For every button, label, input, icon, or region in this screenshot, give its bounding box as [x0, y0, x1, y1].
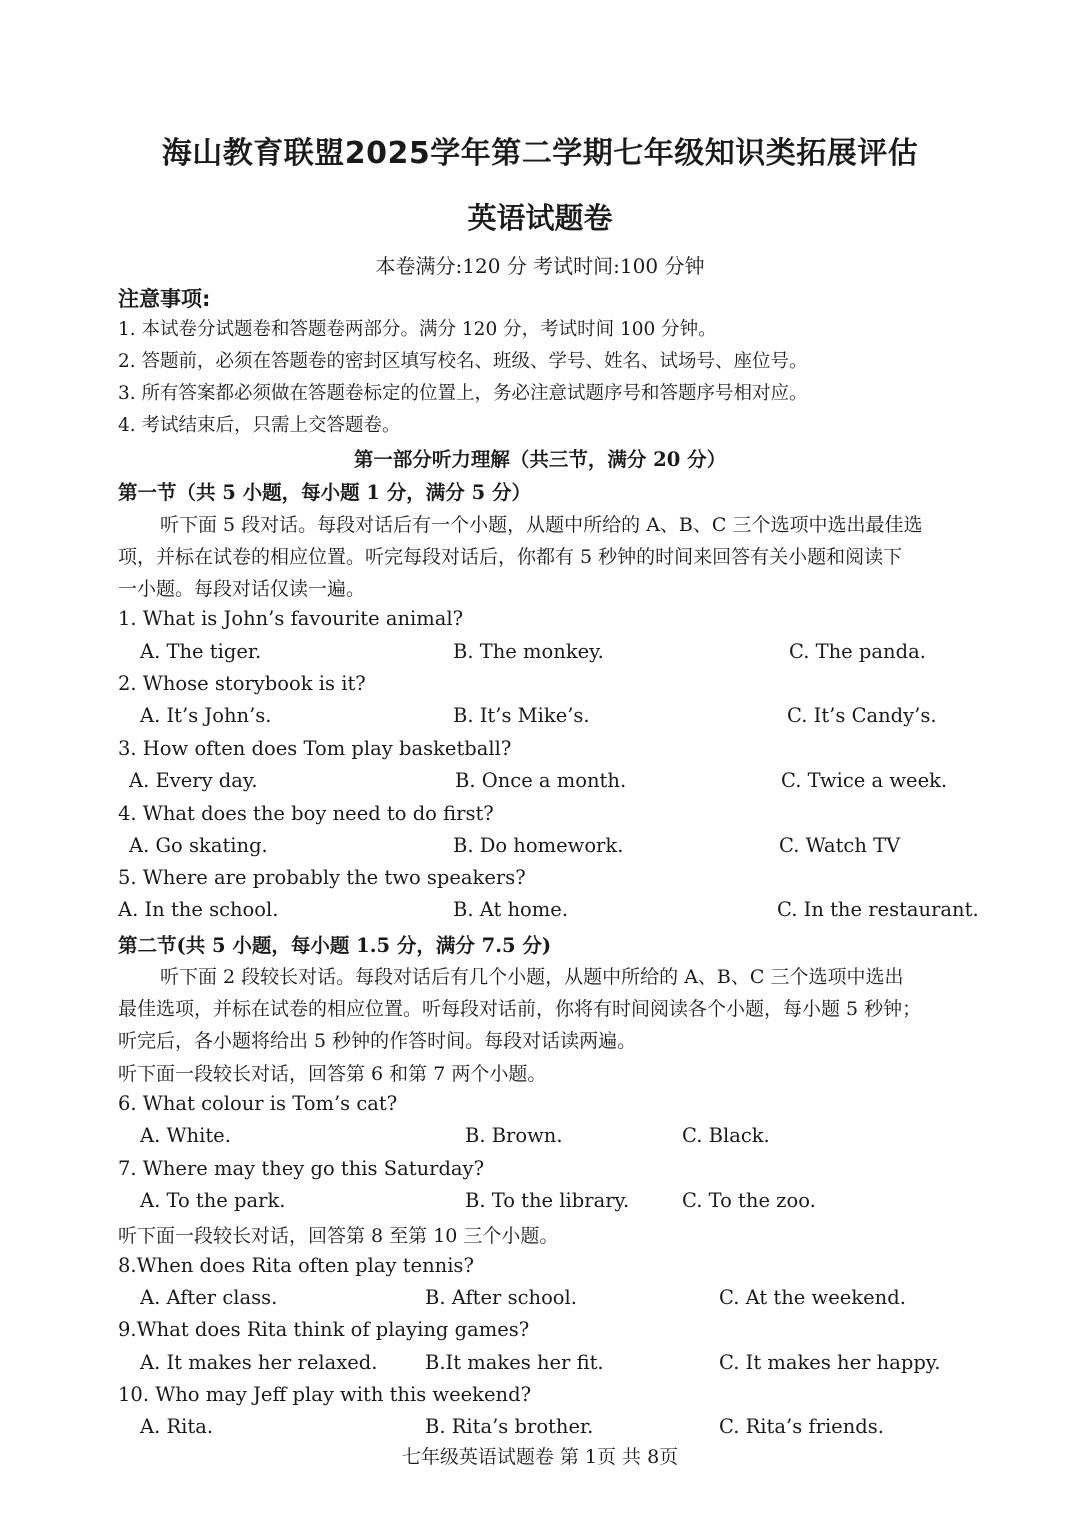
option-a: A. The tiger.: [140, 640, 262, 663]
option-b: B. It’s Mike’s.: [453, 704, 590, 727]
notice-heading: 注意事项:: [118, 287, 211, 311]
option-b: B. The monkey.: [453, 640, 604, 663]
option-a: A. Every day.: [129, 769, 258, 792]
notice-item: 1. 本试卷分试题卷和答题卷两部分。满分 120 分，考试时间 100 分钟。: [118, 319, 717, 340]
question-9: 9.What does Rita think of playing games?: [118, 1318, 530, 1341]
option-c: C. Twice a week.: [781, 769, 948, 792]
option-c: C. The panda.: [789, 640, 926, 663]
question-1: 1. What is John’s favourite animal?: [118, 607, 464, 630]
question-6: 6. What colour is Tom’s cat?: [118, 1092, 398, 1115]
dialog-note: 听下面一段较长对话，回答第 8 至第 10 三个小题。: [118, 1225, 559, 1247]
section2-heading: 第二节(共 5 小题，每小题 1.5 分，满分 7.5 分): [118, 934, 552, 957]
section1-heading: 第一节（共 5 小题，每小题 1 分，满分 5 分）: [118, 481, 531, 504]
exam-info: 本卷满分:120 分 考试时间:100 分钟: [375, 254, 705, 278]
section2-instructions-line: 听下面 2 段较长对话。每段对话后有几个小题，从题中所给的 A、B、C 三个选项中选出: [160, 966, 904, 988]
question-5: 5. Where are probably the two speakers?: [118, 866, 526, 889]
option-c: C. Watch TV: [779, 834, 901, 857]
option-a: A. To the park.: [140, 1189, 286, 1212]
option-b: B. Do homework.: [453, 834, 624, 857]
page-footer: 七年级英语试题卷 第 1页 共 8页: [401, 1446, 679, 1468]
dialog-note: 听下面一段较长对话，回答第 6 和第 7 两个小题。: [118, 1063, 547, 1085]
question-3: 3. How often does Tom play basketball?: [118, 737, 512, 760]
option-a: A. It makes her relaxed.: [140, 1351, 378, 1374]
option-a: A. White.: [140, 1124, 231, 1147]
notice-item: 3. 所有答案都必须做在答题卷标定的位置上，务必注意试题序号和答题序号相对应。: [118, 383, 808, 404]
option-c: C. In the restaurant.: [777, 898, 979, 921]
option-c: C. It’s Candy’s.: [787, 704, 937, 727]
option-b: B. Rita’s brother.: [425, 1415, 594, 1438]
option-b: B. At home.: [453, 898, 569, 921]
section1-instructions-line: 一小题。每段对话仅读一遍。: [118, 578, 366, 600]
option-a: A. Rita.: [140, 1415, 214, 1438]
exam-title: 海山教育联盟2025学年第二学期七年级知识类拓展评估: [161, 136, 919, 171]
option-c: C. It makes her happy.: [719, 1351, 941, 1374]
option-c: C. To the zoo.: [682, 1189, 816, 1212]
option-c: C. Black.: [682, 1124, 770, 1147]
option-b: B. Once a month.: [455, 769, 627, 792]
section2-instructions-line: 最佳选项，并标在试卷的相应位置。听每段对话前，你将有时间阅读各个小题，每小题 5 秒钟；: [118, 998, 922, 1020]
part1-heading: 第一部分听力理解（共三节，满分 20 分）: [353, 448, 727, 471]
option-b: B. To the library.: [465, 1189, 630, 1212]
option-b: B.It makes her fit.: [425, 1351, 604, 1374]
section1-instructions-line: 听下面 5 段对话。每段对话后有一个小题，从题中所给的 A、B、C 三个选项中选出最佳选: [160, 514, 923, 536]
option-a: A. Go skating.: [129, 834, 268, 857]
option-b: B. Brown.: [465, 1124, 563, 1147]
question-8: 8.When does Rita often play tennis?: [118, 1254, 474, 1277]
section2-instructions-line: 听完后，各小题将给出 5 秒钟的作答时间。每段对话读两遍。: [118, 1030, 637, 1052]
question-7: 7. Where may they go this Saturday?: [118, 1157, 485, 1180]
notice-item: 2. 答题前，必须在答题卷的密封区填写校名、班级、学号、姓名、试场号、座位号。: [118, 351, 808, 372]
option-a: A. In the school.: [118, 898, 279, 921]
question-4: 4. What does the boy need to do first?: [118, 802, 494, 825]
exam-subtitle: 英语试题卷: [467, 201, 613, 235]
option-b: B. After school.: [425, 1286, 577, 1309]
question-10: 10. Who may Jeff play with this weekend?: [118, 1383, 532, 1406]
option-c: C. At the weekend.: [719, 1286, 906, 1309]
notice-item: 4. 考试结束后，只需上交答题卷。: [118, 415, 401, 436]
option-a: A. It’s John’s.: [140, 704, 272, 727]
section1-instructions-line: 项，并标在试卷的相应位置。听完每段对话后，你都有 5 秒钟的时间来回答有关小题和阅读下: [118, 546, 903, 568]
option-c: C. Rita’s friends.: [719, 1415, 884, 1438]
question-2: 2. Whose storybook is it?: [118, 672, 366, 695]
option-a: A. After class.: [140, 1286, 278, 1309]
